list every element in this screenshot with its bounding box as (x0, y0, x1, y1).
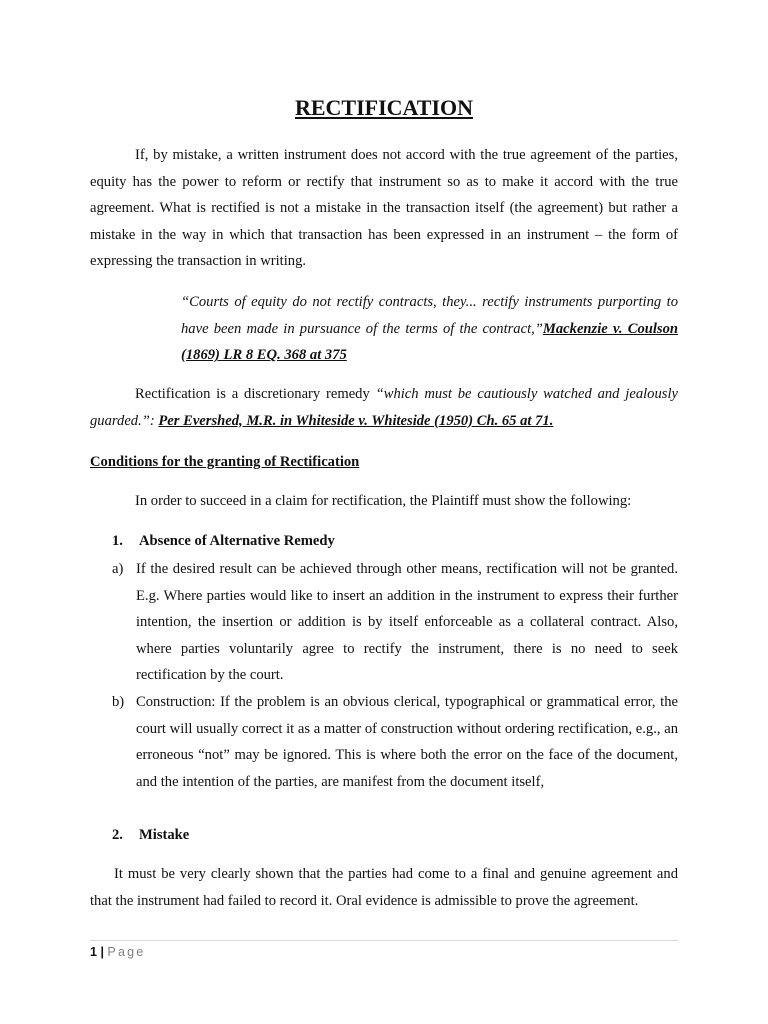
condition-1-title: Absence of Alternative Remedy (139, 533, 335, 549)
list-item-text: If the desired result can be achieved through other means, rectification will not be granted. E.g. Where parties would like to insert an addition in the instrument to express their further intention, the insertion or addition is by itself enforceable as a collateral contract. Also, where parties voluntarily agree to rectify the instrument, there is no need to seek rectification by the court. (136, 561, 678, 684)
list-item-text: Construction: If the problem is an obvious clerical, typographical or grammatical error, the court will usually correct it as a matter of construction without ordering rectification, e.g., an erroneous “not” may be ignored. This is where both the error on the face of the document, and the intention of the parties, are manifest from the document itself, (136, 693, 678, 790)
discretion-quote: “which must be cautiously watched and jealously guarded.”: (90, 386, 678, 429)
list-item (112, 689, 678, 795)
list-item-label: b) (112, 693, 125, 710)
page-number: 1 (90, 945, 97, 959)
page-footer (90, 943, 145, 961)
quote-text: “Courts of equity do not rectify contracts, they... rectify instruments purporting to have been made in pursuance of the terms of the contract,” (181, 294, 678, 337)
intro-paragraph: If, by mistake, a written instrument does not accord with the true agreement of the parties, equity has the power to reform or rectify that instrument so as to make it accord with the true agreement. What is rectified is not a mistake in the transaction itself (the agreement) but rather a mistake in the way in which that transaction has been expressed in an instrument – the form of expressing the transaction in writing. (90, 147, 678, 270)
condition-2-heading (112, 824, 189, 846)
list-item-label: a) (112, 561, 124, 577)
citation-whiteside: Per Evershed, M.R. in Whiteside v. Whiteside (1950) Ch. 65 at 71. (158, 412, 554, 429)
condition-2-number: 2. (112, 827, 123, 843)
conditions-intro: In order to succeed in a claim for rectification, the Plaintiff must show the following: (135, 493, 632, 509)
page-label: Page (107, 945, 146, 959)
citation-mackenzie: Mackenzie v. Coulson (1869) LR 8 EQ. 368 at 375 (181, 320, 679, 364)
discretion-paragraph (90, 381, 678, 434)
footer-separator: | (100, 945, 104, 959)
discretion-lead: Rectification is a discretionary remedy (135, 386, 376, 402)
mistake-paragraph: It must be very clearly shown that the parties had come to a final and genuine agreement and that the instrument had failed to record it. Oral evidence is admissible to prove the agreement. (90, 866, 678, 909)
condition-1-number: 1. (112, 533, 123, 549)
condition-1-heading (112, 530, 335, 552)
list-item (112, 556, 678, 689)
footer-divider (90, 940, 678, 941)
condition-1-list (112, 556, 678, 795)
quote-mackenzie (181, 289, 678, 369)
page-title: RECTIFICATION (294, 95, 474, 120)
conditions-heading: Conditions for the granting of Rectification (90, 454, 360, 470)
condition-2-title: Mistake (139, 827, 190, 843)
